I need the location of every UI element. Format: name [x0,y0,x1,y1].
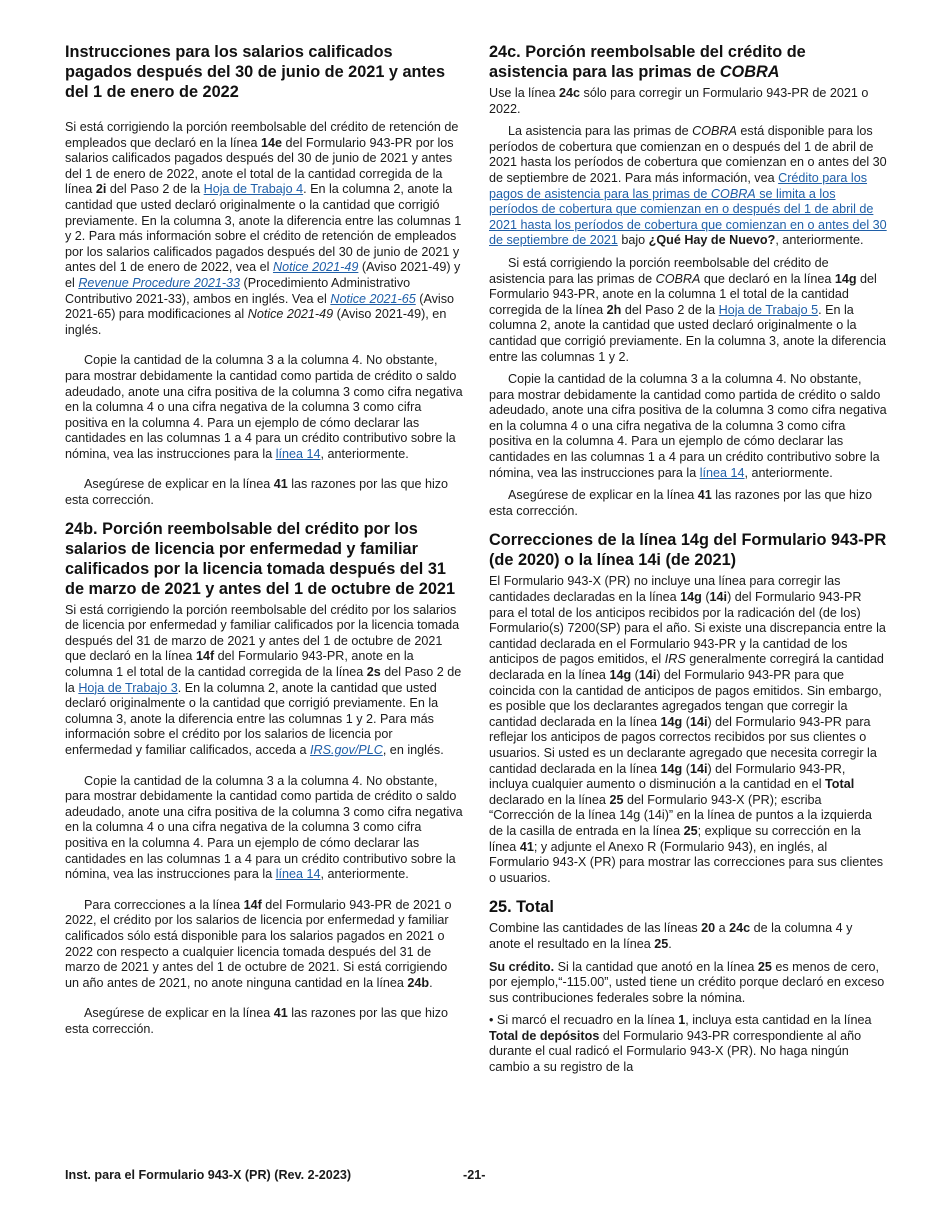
left-column [65,42,463,1045]
page-footer [65,1168,887,1182]
paragraph-explain-41-3: Asegúrese de explicar en la línea 41 las razones por las que hizo esta corrección. [489,488,873,518]
footer-form-title: Inst. para el Formulario 943-X (PR) (Rev. 2-2023) [65,1168,352,1182]
link-line-14-3[interactable]: línea 14 [699,465,745,480]
paragraph-sick-leave: Si está corrigiendo la porción reembolsable del crédito por los salarios de licencia por enfermedad y familiar calificados por la licencia tomada después del 31 de marzo de 2021 y antes del 1 de octubre de 2021 que declaró en la línea 14f del Formulario 943-PR, anote en la columna 1 el total de la cantidad corregida de la línea 2s del Paso 2 de la Hoja de Trabajo 3. En la columna 2, anote la cantidad que usted declaró originalmente o la cantidad que corrigió previamente. En la columna 3, anote la diferencia entre las columnas 1 y 2. Para más información sobre el crédito por los salarios de licencia por enfermedad y familiar calificados, acceda a IRS.gov/PLC, en inglés. [65,602,462,757]
link-line-14-2[interactable]: línea 14 [275,867,321,882]
right-column [489,42,887,1076]
bullet-checked-line-1: • Si marcó el recuadro en la línea 1, incluya esta cantidad en la línea Total de depósitos del Formulario 943-PR correspondiente al año durante el cual radicó el Formulario 943-X (PR). No haga ningún cambio a su registro de la [489,1013,872,1075]
bullet-icon: • [489,1013,494,1028]
paragraph-copy-column: Copie la cantidad de la columna 3 a la columna 4. No obstante, para mostrar debidamente la cantidad como partida de crédito o saldo adeudado, anote una cifra positiva de la columna 3 como cifra negativa en la columna 4 o una cifra negativa de la columna 3 como cifra positiva en la columna 4. Para un ejemplo de cómo declarar las cantidades en las columnas 1 a 4 para un crédito contributivo sobre la nómina, vea las instrucciones para la línea 14, anteriormente. [65,353,463,461]
heading-25-total: 25. Total [489,898,554,917]
page-number: -21- [463,1168,486,1182]
link-notice-2021-49[interactable]: Notice 2021-49 [272,260,359,275]
link-worksheet-5[interactable]: Hoja de Trabajo 5 [718,302,819,317]
link-worksheet-3[interactable]: Hoja de Trabajo 3 [78,680,178,695]
paragraph-your-credit: Su crédito. Si la cantidad que anotó en la línea 25 es menos de cero, por ejemplo,“-115.00”, usted tiene un crédito porque declaró en exceso sus contribuciones federales sobre la nómina. [489,959,885,1005]
heading-14g-corrections: Correcciones de la línea 14g del Formulario 943-PR (de 2020) o la línea 14i (de 2021) [489,531,887,570]
heading-24c: 24c. Porción reembolsable del crédito de asistencia para las primas de COBRA [489,43,806,81]
heading-qualified-wages: Instrucciones para los salarios calificados pagados después del 30 de junio de 2021 y antes del 1 de enero de 2022 [65,43,446,101]
paragraph-use-24c: Use la línea 24c sólo para corregir un Formulario 943-PR de 2021 o 2022. [489,86,869,116]
paragraph-943x-advance: El Formulario 943-X (PR) no incluye una línea para corregir las cantidades declaradas en la línea 14g (14i) del Formulario 943-PR para el total de los anticipos recibidos por la radicación del (de los) Formulario(s) 7200(SP) para el año. Si existe una discrepancia entre la cantidad declarada en el Formulario 943-PR y la cantidad de los anticipos de pagos emitidos, el IRS generalmente corregirá la cantidad declarada en la línea 14g (14i) del Formulario 943-PR para que coincida con la cantidad de anticipos de pagos emitidos. Sin embargo, es posible que los declarantes agregados tengan que corregir la cantidad declarada en la línea 14g (14i) del Formulario 943-PR para reflejar los anticipos de pagos correctos recibidos por sus clientes o usuarios. Si usted es un declarante agregado que necesita corregir la cantidad declarada en la línea 14g (14i) del Formulario 943-PR, incluya cualquier aumento o disminución a la cantidad en el Total declarado en la línea 25 del Formulario 943-X (PR); escriba “Corrección de la línea 14g (14i)” en la línea de puntos a la izquierda de la casilla de entrada en la línea 25; explique su corrección en la línea 41; y adjunte el Anexo R (Formulario 943), en inglés, al Formulario 943-X (PR) para mostrar las correcciones para sus clientes o usuarios. [489,574,886,885]
paragraph-explain-41: Asegúrese de explicar en la línea 41 las razones por las que hizo esta corrección. [65,477,449,508]
paragraph-cobra-assistance: La asistencia para las primas de COBRA está disponible para los períodos de cobertura que comienzan en o después del 1 de abril de 2021 hasta los períodos de cobertura que comienzan en o antes del 30 de septiembre de 2021. Para más información, vea Crédito para los pagos de asistencia para las primas de COBRA se limita a los períodos de cobertura que comienzan en o después del 1 de abril de 2021 hasta los períodos de cobertura que comienzan en o antes del 30 de septiembre de 2021 bajo ¿Qué Hay de Nuevo?, anteriormente. [489,124,887,248]
paragraph-copy-column-3: Copie la cantidad de la columna 3 a la columna 4. No obstante, para mostrar debidamente la cantidad como partida de crédito o saldo adeudado, anote una cifra positiva de la columna 3 como cifra negativa en la columna 4 o una cifra negativa de la columna 3 como cifra positiva en la columna 4. Para un ejemplo de cómo declarar las cantidades en las columnas 1 a 4 para un crédito contributivo sobre la nómina, vea las instrucciones para la línea 14, anteriormente. [489,372,887,480]
link-line-14[interactable]: línea 14 [275,446,321,461]
paragraph-combine: Combine las cantidades de las líneas 20 a 24c de la columna 4 y anote el resultado en la línea 25. [489,921,853,951]
paragraph-copy-column-2: Copie la cantidad de la columna 3 a la columna 4. No obstante, para mostrar debidamente la cantidad como partida de crédito o saldo adeudado, anote una cifra positiva de la columna 3 como cifra negativa en la columna 4 o una cifra negativa de la columna 3 como cifra positiva en la columna 4. Para un ejemplo de cómo declarar las cantidades en las columnas 1 a 4 para un crédito contributivo sobre la nómina, vea las instrucciones para la línea 14, anteriormente. [65,773,463,882]
paragraph-employee-retention: Si está corrigiendo la porción reembolsable del crédito de retención de empleados que declaró en la línea 14e del Formulario 943-PR por los salarios calificados pagados después del 30 de junio de 2021 y antes del 1 de enero de 2022, anote el total de la cantidad corregida de la línea 2i del Paso 2 de la Hoja de Trabajo 4. En la columna 2, anote la cantidad que usted declaró originalmente o la cantidad que corrigió previamente. En la columna 3, anote la diferencia entre las columnas 1 y 2. Para más información sobre el crédito de retención de empleados por los salarios calificados pagados después del 30 de junio de 2021 y antes del 1 de enero de 2022, vea el Notice 2021-49 (Aviso 2021-49) y el Revenue Procedure 2021-33 (Procedimiento Administrativo Contributivo 2021-33), ambos en inglés. Vea el Notice 2021-65 (Aviso 2021-65) para modificaciones al Notice 2021-49 (Aviso 2021-49), en inglés. [65,120,462,337]
link-rev-proc-2021-33[interactable]: Revenue Procedure 2021-33 [78,275,241,290]
link-cobra-credit[interactable]: Crédito para los pagos de asistencia para las primas de COBRA se limita a los períodos de cobertura que comienzan en o después del 1 de abril de 2021 hasta los períodos de cobertura que comienzan en o antes del 30 de septiembre de 2021 [489,170,887,248]
paragraph-cobra-correction: Si está corrigiendo la porción reembolsable del crédito de asistencia para las primas de COBRA que declaró en la línea 14g del Formulario 943-PR, anote en la columna 1 el total de la cantidad corregida de la línea 2h del Paso 2 de la Hoja de Trabajo 5. En la columna 2, anote la cantidad que usted declaró originalmente o la cantidad que corrigió previamente. En la columna 3, anote la diferencia entre las columnas 1 y 2. [489,255,886,364]
link-notice-2021-65[interactable]: Notice 2021-65 [330,291,416,306]
link-worksheet-4[interactable]: Hoja de Trabajo 4 [203,182,304,197]
heading-24b: 24b. Porción reembolsable del crédito por los salarios de licencia por enfermedad y familiar calificados por la licencia tomada después del 31 de marzo de 2021 y antes del 1 de octubre de 2021 [65,519,456,598]
paragraph-corrections-14f: Para correcciones a la línea 14f del Formulario 943-PR de 2021 o 2022, el crédito por los salarios de licencia por enfermedad y familiar calificados sólo está disponible para los salarios pagados en 2021 o 2022 con respecto a cualquier licencia tomada después del 31 de marzo de 2021 y antes del 1 de octubre de 2021. Si está corrigiendo un año antes de 2021, no anote ninguna cantidad en la línea 24b. [65,897,452,990]
link-irs-plc[interactable]: IRS.gov/PLC [310,743,383,757]
paragraph-explain-41-2: Asegúrese de explicar en la línea 41 las razones por las que hizo esta corrección. [65,1006,449,1036]
